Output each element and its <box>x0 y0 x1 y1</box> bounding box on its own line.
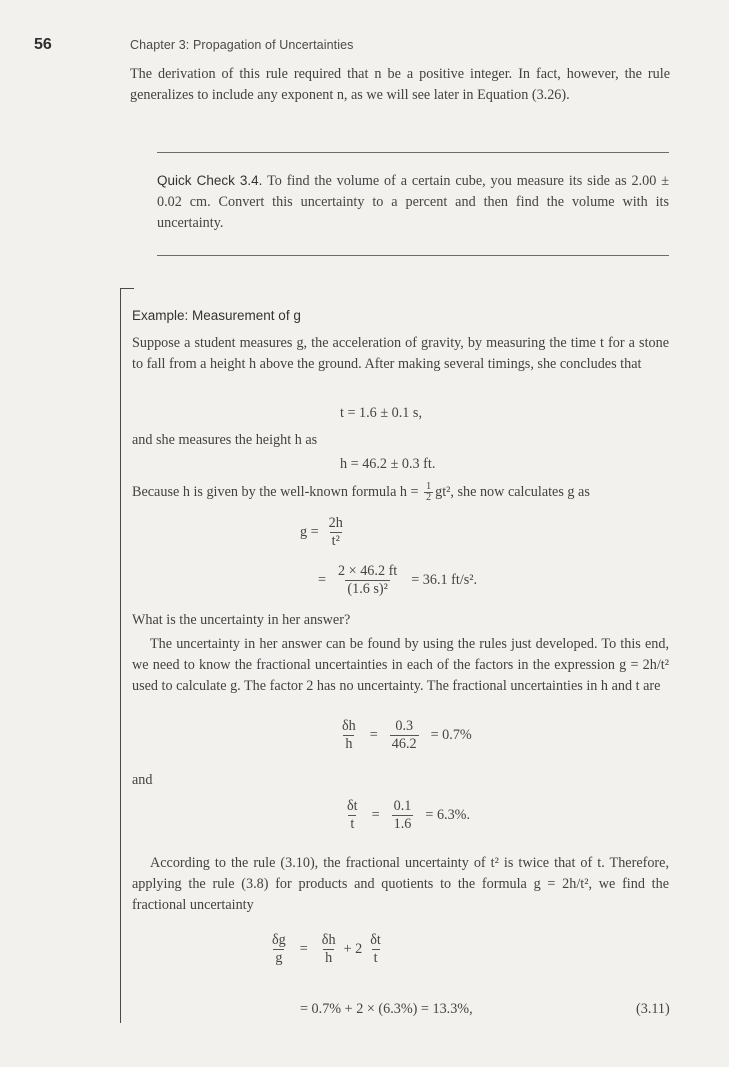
g-value-result: = 36.1 ft/s². <box>411 572 478 588</box>
frac-t-lhs: $\frac{\delta t}{t}$ <box>347 798 358 832</box>
frac-h-lhs: $\frac{\delta h}{h}$ <box>342 718 356 752</box>
running-header: Chapter 3: Propagation of Uncertainties <box>130 38 354 52</box>
p3-text-a: Because h is given by the well-known formula h = <box>132 484 423 500</box>
equation-frac-g-value: = 0.7% + 2 × (6.3%) = 13.3%, <box>300 1001 473 1017</box>
example-paragraph-6: According to the rule (3.10), the fractional uncertainty of t² is twice that of t. Therefore, applying the rule (3.8) for products and quotients to the formula g = 2h/t², we find the fractional uncertainty <box>132 855 669 913</box>
example-paragraph-4: What is the uncertainty in her answer? <box>132 612 351 628</box>
example-corner-line <box>120 288 134 289</box>
g-value-num: 2 × 46.2 ft <box>338 563 398 579</box>
quick-check-top-rule <box>157 152 669 153</box>
equation-number: (3.11) <box>636 1001 670 1017</box>
half-fraction: $\frac{1}{2}$ <box>426 481 432 504</box>
frac-g-t: $\frac{\delta t}{t}$ <box>370 932 381 966</box>
intro-paragraph: The derivation of this rule required that n be a positive integer. In fact, however, the rule generalizes to include any exponent n, as we will see later in Equation (3.26). <box>130 66 670 103</box>
g-lhs: g = <box>300 524 319 540</box>
frac-t-eq: = <box>371 807 380 823</box>
frac-g-lhs: $\frac{\delta g}{g}$ <box>272 932 286 966</box>
g-value-fraction <box>336 563 399 598</box>
equation-frac-h <box>338 718 472 753</box>
example-paragraph-1: Suppose a student measures g, the acceleration of gravity, by measuring the time t for a stone to fall from a height h above the ground. After making several timings, she concludes that <box>132 335 669 372</box>
g-value-eq: = <box>318 572 327 588</box>
equation-t: t = 1.6 ± 0.1 s, <box>340 405 423 421</box>
quick-check-bottom-rule <box>157 255 669 256</box>
example-margin-line <box>120 288 121 1023</box>
frac-g-plus: + 2 <box>343 941 363 957</box>
g-frac-num: 2h <box>328 515 343 531</box>
frac-h-result: = 0.7% <box>430 727 472 743</box>
equation-g-definition <box>300 515 347 550</box>
example-title: Example: Measurement of g <box>132 308 301 323</box>
quick-check-label: Quick Check 3.4. <box>157 173 263 188</box>
example-paragraph-3 <box>132 482 669 503</box>
equation-frac-t <box>343 798 470 833</box>
frac-t-rhs: $\frac{0.1}{1.6}$ <box>393 798 412 832</box>
p3-text-b: gt², she now calculates g as <box>435 484 590 500</box>
quick-check <box>157 170 669 234</box>
g-value-den: (1.6 s)² <box>347 581 388 597</box>
equation-frac-g <box>268 932 385 967</box>
frac-g-eq: = <box>299 941 308 957</box>
and-word: and <box>132 772 153 788</box>
frac-g-h: $\frac{\delta h}{h}$ <box>321 932 336 966</box>
equation-g-value <box>318 563 477 598</box>
example-paragraph-5: The uncertainty in her answer can be found by using the rules just developed. To this end, we need to know the fractional uncertainties in each of the factors in the expression g = 2h/t² used to calculate g. The factor 2 has no uncertainty. The fractional uncertainties in h and t are <box>132 636 669 694</box>
frac-h-rhs: $\frac{0.3}{46.2}$ <box>391 718 417 752</box>
example-paragraph-2: and she measures the height h as <box>132 432 318 448</box>
frac-h-eq: = <box>369 727 378 743</box>
frac-t-result: = 6.3%. <box>425 807 471 823</box>
g-fraction <box>327 515 345 550</box>
page-number: 56 <box>34 36 52 53</box>
g-frac-den: t² <box>331 533 340 549</box>
quick-check-text: To find the volume of a certain cube, you measure its side as 2.00 ± 0.02 cm. Convert this uncertainty to a percent and then find the volume with its uncertainty. <box>157 173 669 231</box>
equation-h: h = 46.2 ± 0.3 ft. <box>340 456 436 472</box>
